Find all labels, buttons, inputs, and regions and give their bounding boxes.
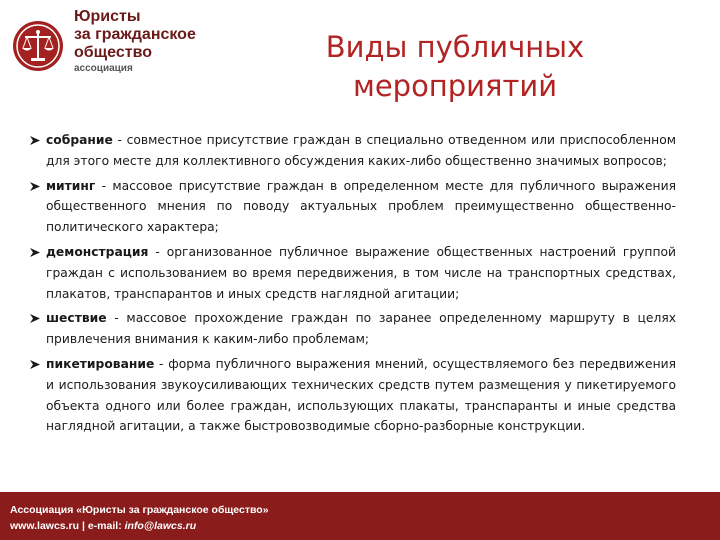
term-label: митинг [46, 178, 96, 193]
list-item-shestvie [46, 308, 676, 350]
logo-wordmark [74, 8, 196, 74]
logo-subtitle: ассоциация [74, 63, 133, 74]
term-label: пикетирование [46, 356, 155, 371]
term-definition: - массовое присутствие граждан в определенном месте для публичного выражения общественного мнения по поводу актуальных проблем преимущественно общественно-политического характера; [46, 178, 676, 235]
term-label: шествие [46, 311, 107, 326]
definitions-list [46, 130, 676, 441]
arrow-bullet-icon [30, 314, 40, 323]
arrow-bullet-icon [30, 136, 40, 145]
arrow-bullet-icon [30, 182, 40, 191]
logo-line-3: общество [74, 44, 152, 61]
list-item-piketirovanie [46, 354, 676, 437]
footer-contacts [10, 502, 269, 534]
term-definition: - форма публичного выражения мнений, осуществляемого без передвижения и использования звукоусиливающих технических средств путем размещения у пикетируемого объекта одного или более граждан, использующих плакаты, транспаранты и иные средства наглядной агитации, а также быстровозводимые сборно-разборные конструкции. [46, 356, 676, 434]
term-label: демонстрация [46, 244, 149, 259]
footer-email-label: e-mail: [87, 520, 125, 532]
logo-line-1: Юристы [74, 8, 141, 25]
footer-website-link[interactable]: www.lawcs.ru [10, 520, 80, 532]
arrow-bullet-icon [30, 360, 40, 369]
list-item-demonstratsiya [46, 242, 676, 304]
term-label: собрание [46, 133, 113, 147]
term-definition: - организованное публичное выражение общественных настроений группой граждан с использованием во время передвижения, в том числе на транспортных средствах, плакатов, транспарантов и иных средств наглядной агитации; [46, 244, 676, 301]
term-definition: - совместное присутствие граждан в специально отведенном или приспособленном для этого месте для коллективного обсуждения каких-либо общественно значимых вопросов; [46, 133, 676, 168]
scales-of-justice-icon [12, 20, 64, 72]
slide-title-line-1: Виды публичных [325, 30, 585, 64]
footer-links [10, 518, 269, 534]
term-definition: - массовое прохождение граждан по заранее определенному маршруту в целях привлечения внимания к каким-либо проблемам; [46, 311, 676, 347]
slide-title-line-2: мероприятий [352, 69, 558, 103]
logo-line-2: за гражданское [74, 26, 196, 43]
slide-title [250, 28, 660, 106]
association-logo [8, 8, 218, 80]
footer-org-name: Ассоциация «Юристы за гражданское общество» [10, 504, 269, 516]
footer-bar [0, 492, 720, 540]
list-item-sobranie [46, 130, 676, 172]
footer-separator: | [79, 520, 88, 532]
arrow-bullet-icon [30, 248, 40, 257]
footer-email-link[interactable]: info@lawcs.ru [124, 520, 197, 532]
list-item-miting [46, 176, 676, 238]
